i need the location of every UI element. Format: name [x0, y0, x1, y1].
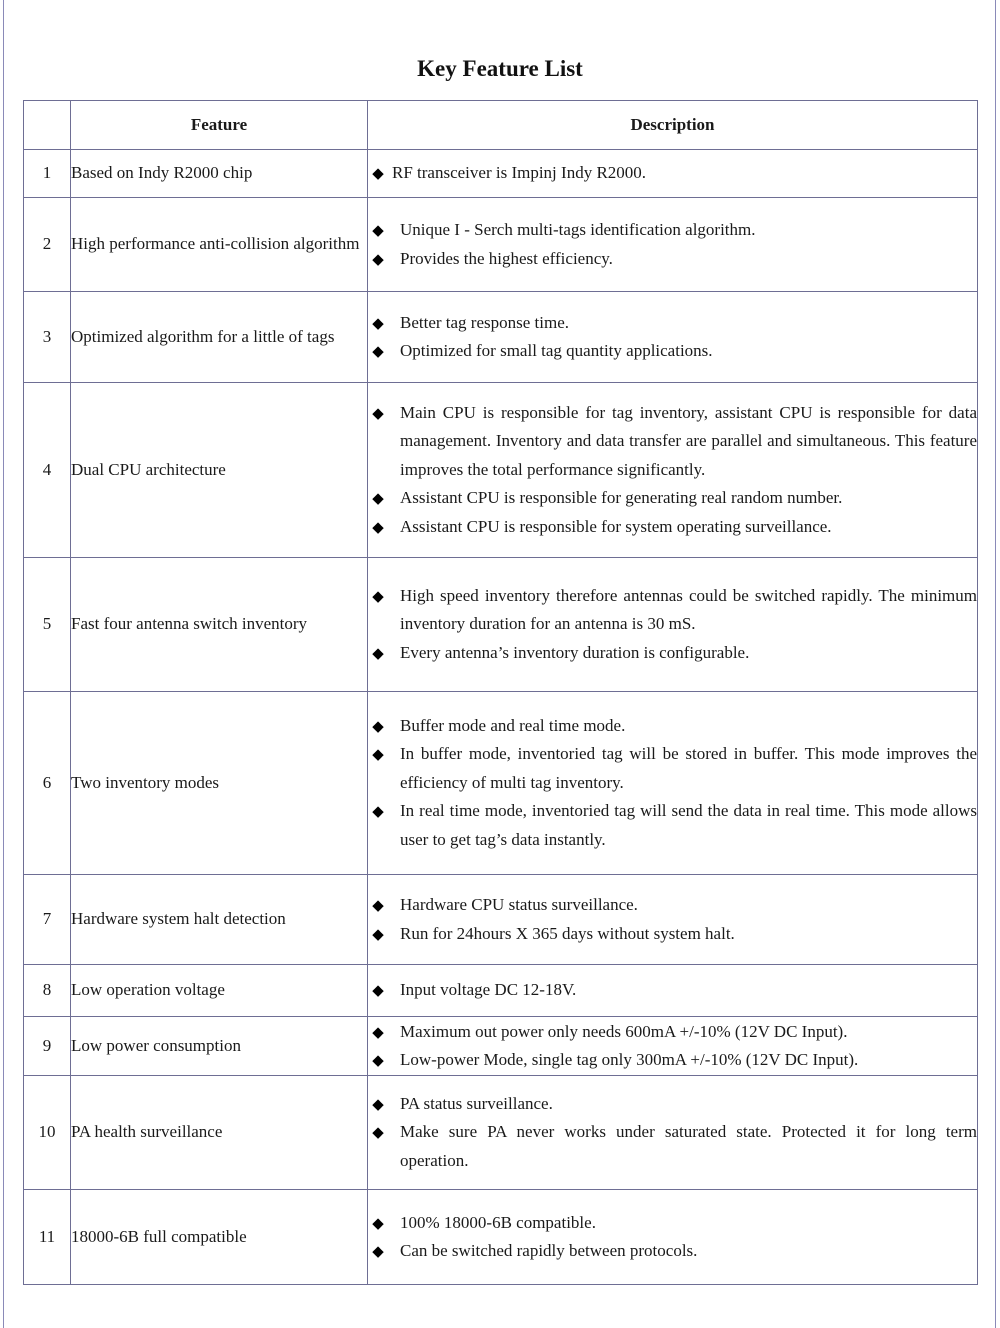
diamond-bullet-icon: ◆ [372, 586, 384, 605]
header-num [24, 101, 71, 150]
feature-name: Hardware system halt detection [71, 875, 368, 965]
row-number: 7 [24, 875, 71, 965]
page-border-right [995, 0, 996, 1328]
bullet-text: High speed inventory therefore antennas could be switched rapidly. The minimum inventory duration for an antenna is 30 mS. [400, 585, 977, 634]
bullet-text: Main CPU is responsible for tag inventory, assistant CPU is responsible for data management. Inventory and data transfer are parallel and simultaneous. This feature improves the total performance significantly. [400, 402, 977, 479]
description-list [368, 309, 977, 366]
diamond-bullet-icon: ◆ [372, 403, 384, 422]
row-number: 9 [24, 1017, 71, 1076]
header-feature: Feature [71, 101, 368, 150]
feature-name: Dual CPU architecture [71, 383, 368, 558]
feature-description [368, 692, 978, 875]
feature-name: High performance anti-collision algorithm [71, 198, 368, 292]
description-bullet [368, 1090, 977, 1119]
description-bullet [368, 159, 977, 188]
description-list [368, 891, 977, 948]
feature-description [368, 1190, 978, 1285]
bullet-text: Optimized for small tag quantity applications. [400, 341, 713, 360]
description-list [368, 1018, 977, 1075]
bullet-text: Every antenna’s inventory duration is configurable. [400, 642, 750, 662]
description-list [368, 159, 977, 188]
diamond-bullet-icon: ◆ [372, 489, 384, 508]
diamond-bullet-icon: ◆ [372, 249, 384, 268]
feature-description [368, 198, 978, 292]
feature-name: Optimized algorithm for a little of tags [71, 292, 368, 383]
diamond-bullet-icon: ◆ [372, 745, 384, 764]
bullet-text: Low-power Mode, single tag only 300mA +/-10% (12V DC Input). [400, 1050, 859, 1069]
table-row [24, 198, 978, 292]
diamond-bullet-icon: ◆ [372, 924, 384, 943]
diamond-bullet-icon: ◆ [372, 981, 384, 1000]
bullet-text: 100% 18000-6B compatible. [400, 1212, 596, 1232]
bullet-text: In buffer mode, inventoried tag will be stored in buffer. This mode improves the efficiency of multi tag inventory. [400, 744, 977, 792]
table-row [24, 1017, 978, 1076]
bullet-text: Provides the highest efficiency. [400, 248, 613, 268]
diamond-bullet-icon: ◆ [372, 1022, 384, 1041]
description-bullet [368, 891, 977, 920]
description-bullet [368, 639, 977, 668]
page-border-left [3, 0, 4, 1328]
bullet-text: In real time mode, inventoried tag will send the data in real time. This mode allows user to get tag’s data instantly. [400, 801, 977, 849]
description-bullet [368, 1018, 977, 1047]
feature-description [368, 965, 978, 1017]
bullet-text: Better tag response time. [400, 312, 570, 332]
row-number: 2 [24, 198, 71, 292]
description-bullet [368, 245, 977, 274]
description-bullet [368, 976, 977, 1005]
description-bullet [368, 399, 977, 485]
description-bullet [368, 1046, 977, 1075]
feature-name: PA health surveillance [71, 1076, 368, 1190]
description-bullet [368, 484, 977, 513]
description-bullet [368, 309, 977, 338]
description-bullet [368, 920, 977, 949]
description-list [368, 582, 977, 668]
bullet-text: Run for 24hours X 365 days without system halt. [400, 923, 735, 943]
bullet-text: Make sure PA never works under saturated state. Protected it for long term operation. [400, 1122, 977, 1170]
description-bullet [368, 712, 977, 741]
table-row [24, 558, 978, 692]
row-number: 10 [24, 1076, 71, 1190]
bullet-text: Buffer mode and real time mode. [400, 715, 626, 735]
description-bullet [368, 740, 977, 797]
row-number: 1 [24, 150, 71, 198]
diamond-bullet-icon: ◆ [372, 221, 384, 239]
table-row [24, 875, 978, 965]
description-bullet [368, 216, 977, 245]
description-bullet [368, 1209, 977, 1238]
table-row [24, 692, 978, 875]
description-list [368, 1209, 977, 1266]
page-title: Key Feature List [417, 56, 583, 81]
description-bullet [368, 1237, 977, 1266]
description-bullet [368, 582, 977, 639]
feature-name: 18000-6B full compatible [71, 1190, 368, 1285]
description-list [368, 712, 977, 855]
description-bullet [368, 513, 977, 542]
description-bullet [368, 337, 977, 366]
feature-name: Based on Indy R2000 chip [71, 150, 368, 198]
bullet-text: Input voltage DC 12-18V. [400, 980, 577, 1000]
diamond-bullet-icon: ◆ [372, 517, 384, 536]
bullet-text: Hardware CPU status surveillance. [400, 895, 638, 914]
feature-name: Two inventory modes [71, 692, 368, 875]
diamond-bullet-icon: ◆ [372, 1094, 384, 1113]
table-row [24, 383, 978, 558]
feature-name: Low operation voltage [71, 965, 368, 1017]
table-row [24, 965, 978, 1017]
feature-name: Fast four antenna switch inventory [71, 558, 368, 692]
bullet-text: Unique I - Serch multi-tags identification algorithm. [400, 220, 756, 239]
bullet-text: Assistant CPU is responsible for system operating surveillance. [400, 516, 832, 536]
row-number: 4 [24, 383, 71, 558]
feature-description [368, 1076, 978, 1190]
header-description: Description [368, 101, 978, 150]
diamond-bullet-icon: ◆ [372, 1051, 384, 1069]
diamond-bullet-icon: ◆ [372, 1213, 384, 1232]
feature-description [368, 292, 978, 383]
table-header-row [24, 101, 978, 150]
description-list [368, 216, 977, 273]
diamond-bullet-icon: ◆ [372, 896, 384, 914]
row-number: 3 [24, 292, 71, 383]
bullet-text: Can be switched rapidly between protocols. [400, 1241, 698, 1260]
diamond-bullet-icon: ◆ [372, 164, 384, 183]
diamond-bullet-icon: ◆ [372, 1242, 384, 1260]
description-list [368, 976, 977, 1005]
feature-description [368, 150, 978, 198]
feature-table [23, 100, 978, 1285]
diamond-bullet-icon: ◆ [372, 802, 384, 821]
description-bullet [368, 1118, 977, 1175]
diamond-bullet-icon: ◆ [372, 643, 384, 662]
feature-name: Low power consumption [71, 1017, 368, 1076]
table-row [24, 292, 978, 383]
description-list [368, 399, 977, 542]
row-number: 11 [24, 1190, 71, 1285]
diamond-bullet-icon: ◆ [372, 1123, 384, 1142]
bullet-text: PA status surveillance. [400, 1093, 553, 1113]
feature-description [368, 875, 978, 965]
table-row [24, 1190, 978, 1285]
row-number: 8 [24, 965, 71, 1017]
feature-description [368, 558, 978, 692]
table-row [24, 1076, 978, 1190]
diamond-bullet-icon: ◆ [372, 313, 384, 332]
feature-description [368, 383, 978, 558]
description-bullet [368, 797, 977, 854]
diamond-bullet-icon: ◆ [372, 716, 384, 735]
feature-description [368, 1017, 978, 1076]
diamond-bullet-icon: ◆ [372, 342, 384, 360]
table-row [24, 150, 978, 198]
description-list [368, 1090, 977, 1176]
bullet-text: Assistant CPU is responsible for generating real random number. [400, 488, 843, 508]
row-number: 5 [24, 558, 71, 692]
row-number: 6 [24, 692, 71, 875]
bullet-text: Maximum out power only needs 600mA +/-10% (12V DC Input). [400, 1021, 848, 1041]
bullet-text: RF transceiver is Impinj Indy R2000. [392, 163, 647, 183]
